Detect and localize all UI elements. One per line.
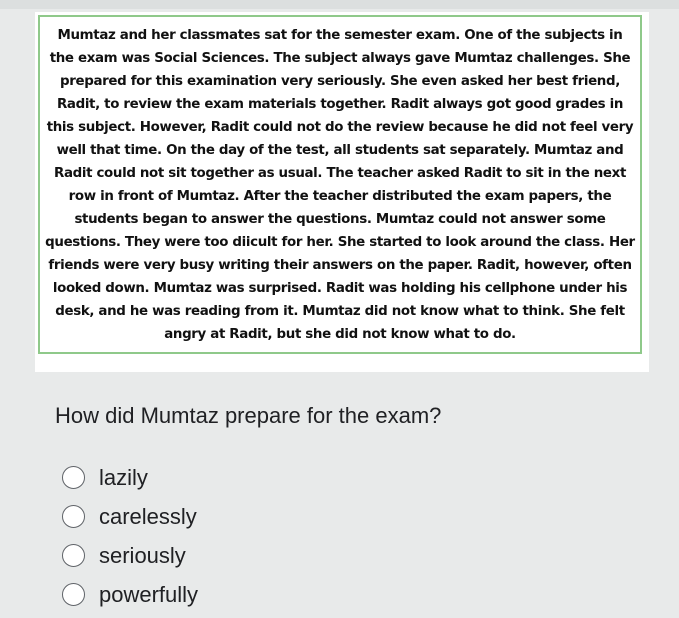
passage-text: Mumtaz and her classmates sat for the semester exam. One of the subjects in the exam was Social Sciences. The subject always gave Mumtaz challenges. She prepared for this examination very seriously. She even asked her best friend, Radit, to review the exam materials together. Radit always got good grades in this subject. However, Radit could not do the review because he did not feel very well that time. On the day of the test, all students sat separately. Mumtaz and Radit could not sit together as usual. The teacher asked Radit to sit in the next row in front of Mumtaz. After the teacher distributed the exam papers, the students began to answer the questions. Mumtaz could not answer some questions. They were too diicult for her. She started to look around the class. Her friends were very busy writing their answers on the paper. Radit, however, often looked down. Mumtaz was surprised. Radit was holding his cellphone under his desk, and he was reading from it. Mumtaz did not know what to think. She felt angry at Radit, but she did not know what to do.: [45, 27, 635, 342]
radio-button-icon[interactable]: [62, 583, 85, 606]
passage-image: [35, 12, 649, 372]
option-label: powerfully: [99, 581, 199, 607]
passage-frame: [38, 15, 642, 354]
answer-options: [62, 458, 198, 614]
option-lazily[interactable]: [62, 458, 198, 497]
radio-button-icon[interactable]: [62, 544, 85, 567]
option-label: lazily: [99, 464, 148, 490]
option-carelessly[interactable]: [62, 497, 198, 536]
radio-button-icon[interactable]: [62, 505, 85, 528]
option-powerfully[interactable]: [62, 575, 198, 614]
radio-button-icon[interactable]: [62, 466, 85, 489]
top-strip: [0, 0, 679, 9]
option-label: carelessly: [99, 503, 197, 529]
question-title: How did Mumtaz prepare for the exam?: [55, 403, 442, 428]
option-seriously[interactable]: [62, 536, 198, 575]
option-label: seriously: [99, 542, 186, 568]
